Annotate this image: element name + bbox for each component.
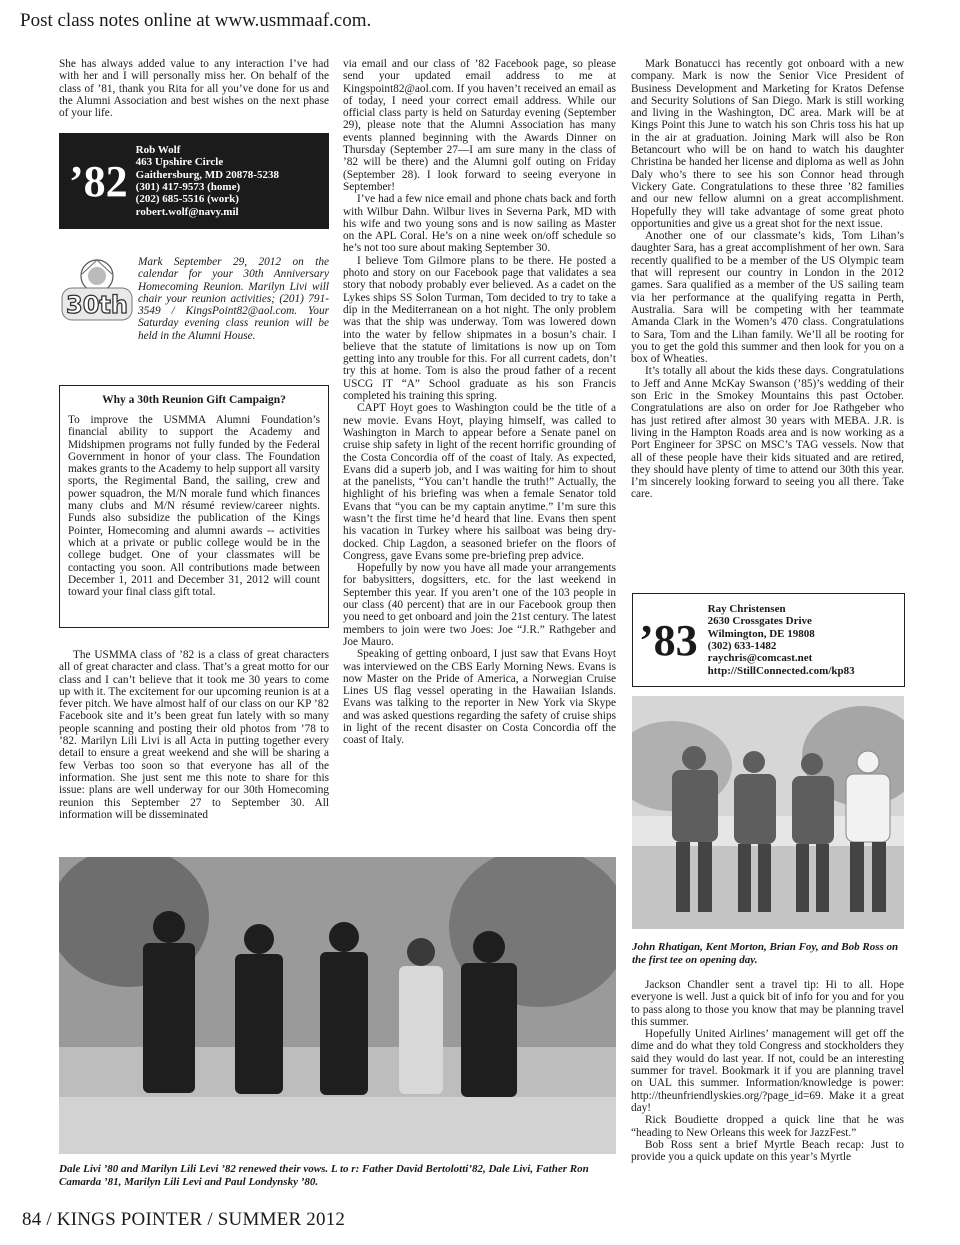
contact-name: Ray Christensen: [707, 603, 786, 616]
contact-phone: (302) 633-1482: [707, 640, 777, 652]
column-1-lower: [59, 649, 329, 821]
wedding-photo: [59, 857, 616, 1154]
30th-anniversary-badge: [60, 254, 134, 330]
col3-paragraph-4: Jackson Chandler sent a travel tip: Hi to all. Hope everyone is well. Just a quick bit of info for you and for you to pass along to those you know that may be planning travel this summer.: [631, 979, 904, 1028]
contact-name: Rob Wolf: [135, 144, 181, 157]
wedding-photo-caption: Dale Livi ’80 and Marilyn Lili Levi ’82 renewed their vows. L to r: Father David Bertolotti’82, Dale Livi, Father Ron Camarda ’81, Marilyn Lili Levi and Paul Londynsky ’80.: [59, 1163, 589, 1188]
column-3-lower: [631, 979, 904, 1163]
contact-email: robert.wolf@navy.mil: [135, 205, 239, 218]
contact-email: raychris@comcast.net: [707, 652, 813, 665]
class-83-contact-lines: [708, 603, 855, 677]
class-83-contact-box: [632, 593, 905, 687]
reunion-gift-campaign-box: [59, 385, 329, 628]
class-82-year: ’82: [69, 156, 128, 206]
page-header: Post class notes online at www.usmmaaf.com.: [20, 10, 372, 31]
class-83-year: ’83: [639, 615, 698, 665]
reunion-announcement: Mark September 29, 2012 on the calendar for your 30th Anniversary Homecoming Reunion. Marilyn Livi will chair your reunion activities; (201) 791-3549 / KingsPoint82@aol.com. Your Saturday evening class reunion will be held in the Alumni House.: [138, 256, 329, 342]
contact-city: Wilmington, DE 19808: [707, 627, 815, 640]
contact-phone-home: (301) 417-9573 (home): [135, 181, 241, 193]
col2-paragraph-6: Speaking of getting onboard, I just saw that Evans Hoyt was interviewed on the CBS Early Morning News. Evans is now Master on the Pride of America, a Norwegian Cruise Lines US flag vessel operating in the Hawaiian Islands. Evans was talking to the reporter in New York via Skype and was asked questions regarding the safety of cruise ships in light of the recent disaster on Costa Concordia off the coast of Italy.: [343, 648, 616, 747]
class-82-contact-box: [59, 133, 329, 229]
col2-paragraph-1: via email and our class of ’82 Facebook page, so please send your updated email address to me at Kingspoint82@aol.com. If you haven’t received an email as of today, I need your correct email address. While our official class party is held on Saturday evening (September 29), please note that the Alumni Association has many events planned beginning with the Awards Dinner on Thursday (September 27—I am sure many in the class of ’82 will be there) and the Alumni golf outing on Friday (September 28). I look forward to seeing everyone in September!: [343, 58, 616, 193]
col2-paragraph-4: CAPT Hoyt goes to Washington could be the title of a new movie. Evans Hoyt, playing himself, was called to Washington in March to appear before a Senate panel on cruise ship safety in light of the recent horrific grounding of the Costa Concordia off of the coast of Italy. As expected, Evans did a superb job, and I was waiting for him to shout at the panelists, “You can’t handle the truth!” Actually, the highlight of his briefing was when a female Senator told Evans that “you can be my captain anytime.” I’m sure this wasn’t the first time he’d heard that line. Evans then spent his vacation in Turkey where his sailboat was being dry-docked. Chip Lagdon, a seasoned briefer on the floors of Congress, gave Evans some pre-briefing prep advice.: [343, 402, 616, 562]
campaign-title: Why a 30th Reunion Gift Campaign?: [102, 394, 286, 406]
contact-phone-work: (202) 685-5516 (work): [135, 193, 239, 206]
col3-paragraph-7: Bob Ross sent a brief Myrtle Beach recap: Just to provide you a quick update on this year’s Myrtle: [631, 1138, 904, 1164]
contact-street: 463 Upshire Circle: [135, 156, 224, 169]
col2-paragraph-2: I’ve had a few nice email and phone chats back and forth with Wilbur Dahn. Wilbur lives in Severna Park, MD with his wife and two young sons and is now sailing as Master on the APL Coral. He’s on a nine week on/off schedule so he’s not too sure about making September 30.: [343, 193, 616, 255]
contact-website: http://StillConnected.com/kp83: [707, 664, 855, 677]
col2-paragraph-3: I believe Tom Gilmore plans to be there. He posted a photo and story on our Facebook page that validates a sea story that nobody probably ever believed. As a cadet on the Lykes ships SS Solon Turman, Tom decided to try to take a dip in the Mediterranean on a hot night. The only problem was that the ship was underway. Tom was lowered down into the water by fellow shipmates in a bosun’s chair. I believe that the statute of limitations is now up on Tom getting into any trouble for this. For all current cadets, don’t try this at home. Tom is also the proud father of a recent USCG IT “A” School graduate as his son Francis completed his training this spring.: [343, 254, 616, 403]
golf-photo: [632, 696, 904, 929]
column-2: [343, 58, 616, 747]
golf-photo-caption: John Rhatigan, Kent Morton, Brian Foy, and Bob Ross on the first tee on opening day.: [632, 941, 899, 966]
col3-paragraph-6: Rick Boudiette dropped a quick line that he was “heading to New Orleans this week for JazzFest.”: [631, 1114, 904, 1139]
badge-text: 30th: [66, 291, 128, 319]
class-82-contact-lines: [136, 144, 279, 218]
campaign-body: To improve the USMMA Alumni Foundation’s financial ability to support the Academy and Midshipmen programs not fully funded by the Federal Government in honor of your class. The Foundation makes grants to the Academy to help support all varsity sports, the Regimental Band, the sailing, crew and power squadron, the M/N morale fund which finances many clubs and M/N résumé review/career nights. Funds also subsidize the publication of the Kings Pointer, Homecoming and alumni awards -- activities which at a private or public college would be in the college budget. One of your classmates will be contacting you soon. All contributions made between December 1, 2011 and December 31, 2012 will count toward your final class gift total.: [68, 414, 320, 599]
intro-paragraph: She has always added value to any interaction I’ve had with her and I will personally miss her. On behalf of the class of ’81, thank you Rita for all you’ve done for us and the Alumni Association and best wishes on the next phase of your life.: [59, 58, 329, 120]
col2-paragraph-5: Hopefully by now you have all made your arrangements for babysitters, dogsitters, etc. for the last weekend in September this year. If you aren’t one of the 103 people in our class (40 percent) that are in our Facebook group then you need to get onboard and join the 21st century. The latest members to join were two Joes: Joe “J.R.” Rathgeber and Joe Mauro.: [343, 562, 616, 648]
col3-paragraph-5: Hopefully United Airlines’ management will get off the dime and do what they told Congress and stockholders they said they would do last year. If not, could be an interesting summer for travel. Bookmark it if you are planning travel on UAL this summer. Information/knowledge is power: http://theunfriendlyskies.org/?page_id=69. Make it a great day!: [631, 1028, 904, 1114]
contact-city: Gaithersburg, MD 20878-5238: [135, 168, 279, 181]
col3-paragraph-2: Another one of our classmate’s kids, Tom Lihan’s daughter Sara, has a great accomplishment of her own. Sara recently qualified to be a member of the US Olympic team that will represent our country in London in the 2012 games. Sara qualified as a member of the US sailing team via her performance at the qualifying regatta in Perth, Australia. Sara will be competing with her teammate Amanda Clark in the Women’s 470 class. Congratulations to Sara, Tom and the Lihan family. We’ll all be rooting for you to get the gold this summer and then look for you on a box of Wheaties.: [631, 230, 904, 366]
col3-paragraph-1: Mark Bonatucci has recently got onboard with a new company. Mark is now the Senior Vice President of Business Development and Marketing for Kratos Defense and Security Solutions of San Diego. Mark is still working and living in the Washington, DC area. Mark will be at Kings Point this June to watch his son Chris toss his hat up in the air at graduation. Joining Mark will also be Ron Betancourt who will be on hand to watch his daughter Christina be handed her license and diploma as well as John Daly who’s there to see his son Connor head through Vickery Gate. Congratulations to these three ’82 families and our new fellow alumni on a great accomplishment. Hopefully they will take advantage of some great photo opportunities and give us a great shot for the next issue.: [631, 58, 904, 230]
class-82-paragraph: The USMMA class of ’82 is a class of great characters all of great character and class. That’s a great motto for our class and I can’t believe that it took me 30 years to come up with it. The excitement for our upcoming reunion is at a fever pitch. We have almost half of our class on our KP ’82 Facebook site and it’s been great fun lately with so many people scanning and posting their old photos from ’78 to ’82. Marilyn Lili Livi is all Acta in putting together every detail to ensure a great weekend and she will be sharing a few Verbas too soon so that everyone has all of the information. She just sent me this note to share for this issue: plans are well underway for our 30th Homecoming reunion this September 27 to September 30. All information will be disseminated: [59, 649, 329, 821]
col3-paragraph-3: It’s totally all about the kids these days. Congratulations to Jeff and Anne McKay Swanson (’85)’s wedding of their son Eric in the Smokey Mountains this past October. Congratulations are also on order for Joe Rathgeber who has just retired after almost 30 years with MEBA. J.R. is living in the Hampton Roads area and is now working as a Port Engineer for 3PSC on MSC’s TAG vessels. Now that all of these people have their kids situated and are retired, they should have plenty of time to attend our 30th this year. I’m sincerely looking forward to seeing you all there. Take care.: [631, 365, 904, 501]
column-1: [59, 58, 329, 119]
page-footer: 84 / KINGS POINTER / SUMMER 2012: [22, 1209, 346, 1230]
contact-street: 2630 Crossgates Drive: [707, 615, 812, 628]
column-3: [631, 58, 904, 501]
